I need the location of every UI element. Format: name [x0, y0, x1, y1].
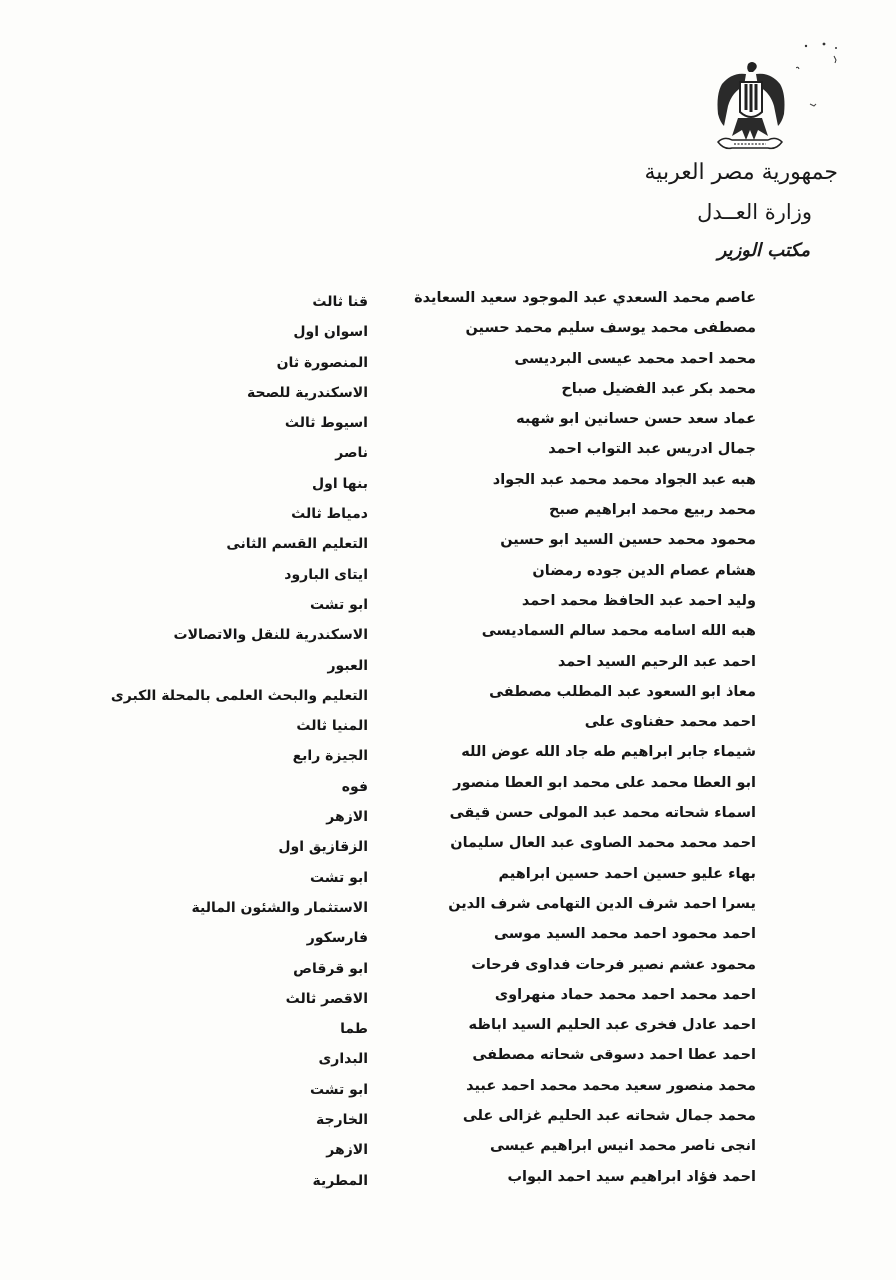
person-name: جمال ادريس عبد التواب احمد	[548, 441, 756, 458]
list-item	[0, 468, 896, 498]
person-name: محمود عشم نصير فرحات فداوى فرحات	[471, 956, 756, 973]
list-item	[0, 650, 896, 680]
person-name: احمد فؤاد ابراهيم سيد احمد البواب	[507, 1168, 756, 1185]
person-name: ابو العطا محمد على محمد ابو العطا منصور	[453, 774, 756, 791]
list-item	[0, 771, 896, 801]
list-item	[0, 377, 896, 407]
assigned-office: الاسكندرية للصحة	[247, 384, 368, 401]
person-name: احمد محمد محمد الصاوى عبد العال سليمان	[450, 835, 756, 852]
list-item	[0, 1104, 896, 1134]
person-name: احمد عادل فخرى عبد الحليم السيد اباظه	[468, 1017, 756, 1034]
list-item	[0, 831, 896, 861]
ministry-title: وزارة العــدل	[697, 200, 812, 224]
list-item	[0, 1134, 896, 1164]
person-name: محمد بكر عبد الفضيل صباح	[561, 380, 756, 397]
person-name: احمد عطا احمد دسوقى شحاته مصطفى	[472, 1047, 756, 1064]
list-item	[0, 528, 896, 558]
person-name: انجى ناصر محمد انيس ابراهيم عيسى	[489, 1138, 756, 1155]
person-name: وليد احمد عبد الحافظ محمد احمد	[521, 592, 756, 609]
eagle-emblem-icon	[712, 58, 788, 158]
assigned-office: ايتاى البارود	[284, 566, 368, 583]
assigned-office: ابو تشت	[309, 869, 368, 886]
assigned-office: بنها اول	[312, 475, 368, 492]
office-title: مكتب الوزير	[717, 240, 810, 261]
assigned-office: الاقصر ثالث	[285, 990, 368, 1007]
assigned-office: التعليم القسم الثانى	[226, 536, 368, 553]
assigned-office: الجيزة رابع	[292, 748, 368, 765]
assigned-office: الزقازيق اول	[278, 839, 368, 856]
list-item	[0, 862, 896, 892]
person-name: محمد جمال شحاته عبد الحليم غزالى على	[462, 1108, 756, 1125]
assigned-office: البدارى	[318, 1051, 368, 1068]
assigned-office: ابو قرقاص	[293, 960, 368, 977]
republic-title: جمهورية مصر العربية	[644, 160, 838, 185]
person-name: هبه الله اسامه محمد سالم السماديسى	[481, 623, 756, 640]
assigned-office: الخارجة	[315, 1112, 368, 1129]
list-item	[0, 498, 896, 528]
assigned-office: التعليم والبحث العلمى بالمحلة الكبرى	[110, 687, 368, 704]
list-item	[0, 1165, 896, 1195]
scan-marks	[796, 38, 866, 118]
assigned-office: الازهر	[326, 809, 368, 826]
list-item	[0, 347, 896, 377]
list-item	[0, 892, 896, 922]
list-item	[0, 559, 896, 589]
assigned-office: المطرية	[312, 1172, 368, 1189]
list-item	[0, 680, 896, 710]
assigned-office: ابو تشت	[309, 1081, 368, 1098]
assigned-office: ناصر	[335, 445, 368, 462]
list-item	[0, 922, 896, 952]
list-item	[0, 316, 896, 346]
person-name: احمد محمد حفناوى على	[584, 714, 756, 731]
person-name: مصطفى محمد يوسف سليم محمد حسين	[465, 320, 756, 337]
assigned-office: فوه	[341, 778, 368, 795]
assigned-office: الاستثمار والشئون المالية	[191, 899, 368, 916]
person-name: عاصم محمد السعدي عبد الموجود سعيد السعايدة	[414, 290, 756, 306]
list-item	[0, 801, 896, 831]
assigned-office: المنيا ثالث	[296, 718, 368, 735]
list-item	[0, 286, 896, 316]
assigned-office: المنصورة ثان	[276, 354, 368, 371]
list-item	[0, 1074, 896, 1104]
person-name: محمد منصور سعيد محمد محمد احمد عبيد	[466, 1077, 756, 1094]
person-name: بهاء عليو حسين احمد حسين ابراهيم	[498, 865, 756, 882]
person-name: هبه عبد الجواد محمد محمد عبد الجواد	[492, 471, 756, 488]
assigned-office: قنا ثالث	[312, 294, 368, 310]
assigned-office: ابو تشت	[309, 596, 368, 613]
person-name: احمد محمد احمد محمد حماد منهراوى	[494, 986, 756, 1003]
list-item	[0, 1043, 896, 1073]
list-item	[0, 983, 896, 1013]
personnel-list	[0, 286, 896, 1195]
list-item	[0, 437, 896, 467]
assigned-office: فارسكور	[306, 930, 368, 947]
person-name: شيماء جابر ابراهيم طه جاد الله عوض الله	[461, 744, 756, 761]
person-name: اسماء شحاته محمد عبد المولى حسن قيقى	[449, 805, 756, 822]
list-item	[0, 740, 896, 770]
list-item	[0, 1013, 896, 1043]
person-name: محمد ربيع محمد ابراهيم صبح	[549, 502, 756, 519]
list-item	[0, 953, 896, 983]
person-name: احمد محمود احمد محمد السيد موسى	[494, 926, 756, 943]
assigned-office: اسوان اول	[293, 324, 368, 341]
person-name: يسرا احمد شرف الدين التهامى شرف الدين	[448, 895, 756, 912]
assigned-office: العبور	[327, 657, 368, 674]
assigned-office: الاسكندرية للنقل والاتصالات	[173, 627, 368, 644]
person-name: محمود محمد حسين السيد ابو حسين	[500, 532, 756, 549]
assigned-office: طما	[340, 1021, 368, 1038]
assigned-office: اسيوط ثالث	[284, 415, 368, 432]
list-item	[0, 407, 896, 437]
person-name: احمد عبد الرحيم السيد احمد	[557, 653, 756, 670]
list-item	[0, 710, 896, 740]
person-name: عماد سعد حسن حسانين ابو شهبه	[516, 411, 756, 428]
assigned-office: الازهر	[326, 1142, 368, 1159]
person-name: هشام عصام الدين جوده رمضان	[532, 562, 756, 579]
person-name: محمد احمد محمد عيسى البرديسى	[514, 350, 756, 367]
list-item	[0, 589, 896, 619]
assigned-office: دمياط ثالث	[291, 506, 368, 523]
person-name: معاذ ابو السعود عبد المطلب مصطفى	[489, 683, 756, 700]
letterhead	[578, 158, 838, 264]
list-item	[0, 619, 896, 649]
